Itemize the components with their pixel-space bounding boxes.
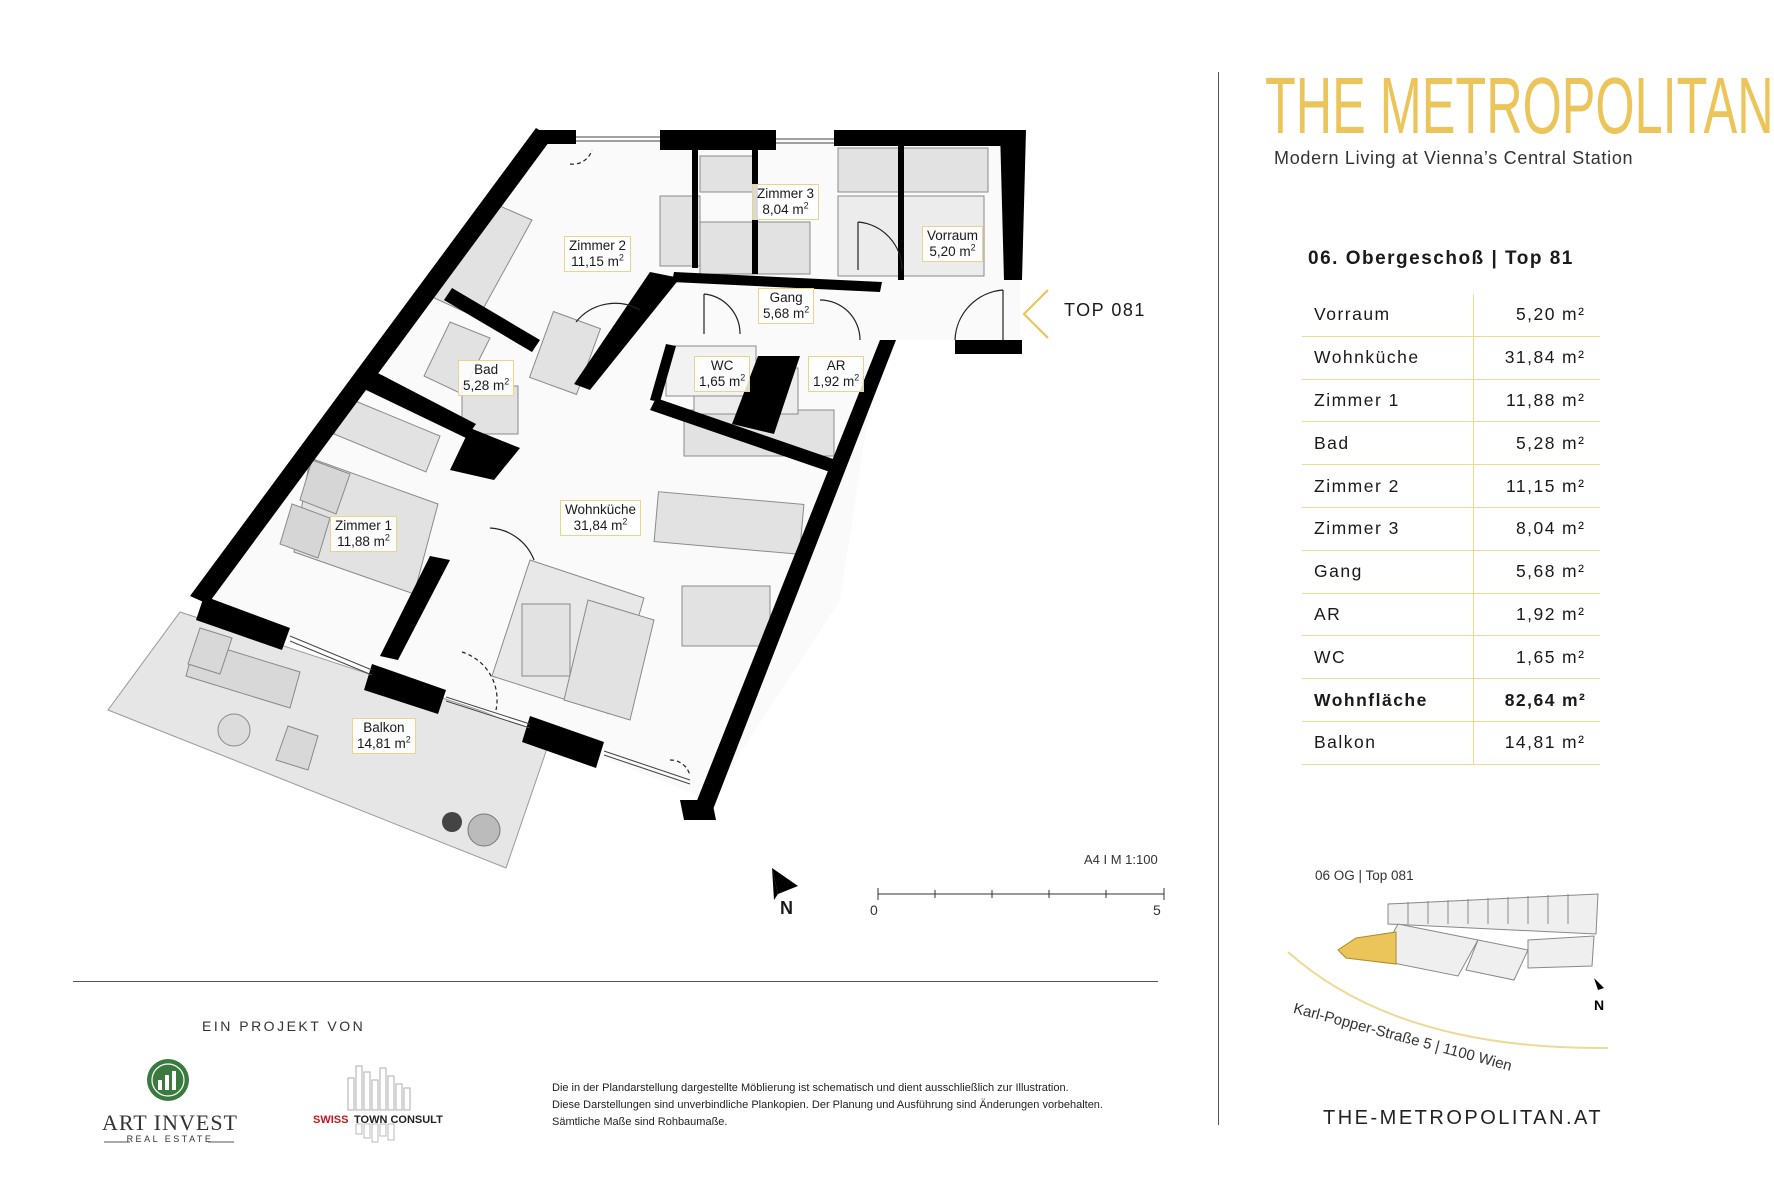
area-unit: m² <box>1562 679 1600 722</box>
unit-highlight <box>1338 932 1396 964</box>
area-unit: m² <box>1562 721 1600 764</box>
room-area-value: 14,81 m <box>357 736 406 751</box>
panel-divider <box>1218 72 1219 1125</box>
table-row <box>1302 294 1600 336</box>
area-name: AR <box>1302 593 1474 636</box>
location-map <box>1278 880 1608 1060</box>
area-name: Zimmer 1 <box>1302 379 1474 422</box>
room-label-wohnkueche <box>560 500 641 536</box>
table-row <box>1302 507 1600 550</box>
area-value: 14,81 <box>1474 721 1563 764</box>
room-area-sup: 2 <box>740 372 746 383</box>
area-name: Zimmer 3 <box>1302 507 1474 550</box>
scale-end-label: 5 <box>1153 902 1161 918</box>
room-area <box>569 254 626 270</box>
area-value: 8,04 <box>1474 507 1563 550</box>
room-name: AR <box>826 358 846 373</box>
room-label-vorraum <box>922 226 983 262</box>
area-value: 82,64 <box>1474 679 1563 722</box>
room-area <box>927 244 978 260</box>
table-row-total <box>1302 679 1600 722</box>
area-value: 5,68 <box>1474 550 1563 593</box>
room-label-wc <box>694 356 750 392</box>
town-consult-label: TOWN CONSULT <box>354 1114 443 1126</box>
room-area-value: 1,65 m <box>699 374 741 389</box>
north-arrow-icon <box>772 868 798 900</box>
room-area-sup: 2 <box>970 242 976 253</box>
area-value: 1,65 <box>1474 636 1563 679</box>
footer-divider <box>73 981 1158 982</box>
area-name: Gang <box>1302 550 1474 593</box>
room-area-value: 31,84 m <box>573 518 623 533</box>
disclaimer-line: Diese Darstellungen sind unverbindliche Plankopien. Der Planung und Ausführung sind Änderungen vorbehalten. <box>552 1099 1103 1111</box>
scale-text: A4 I M 1:100 <box>1084 852 1158 867</box>
room-area-value: 8,04 m <box>762 202 804 217</box>
area-unit: m² <box>1562 550 1600 593</box>
area-unit: m² <box>1562 294 1600 336</box>
room-name: Vorraum <box>927 228 979 243</box>
area-unit: m² <box>1562 336 1600 379</box>
unit-title: 06. Obergeschoß | Top 81 <box>1308 248 1574 269</box>
room-area-value: 11,15 m <box>571 254 619 269</box>
room-area-value: 5,28 m <box>463 378 505 393</box>
disclaimer <box>552 1080 1162 1131</box>
room-area-value: 1,92 m <box>813 374 855 389</box>
area-table <box>1302 294 1600 765</box>
area-name: Wohnfläche <box>1302 679 1474 722</box>
table-row <box>1302 593 1600 636</box>
north-label: N <box>780 898 793 918</box>
swiss-label: SWISS <box>313 1114 349 1126</box>
art-invest-name: ART INVEST <box>102 1110 238 1135</box>
room-label-zimmer2 <box>564 236 631 272</box>
room-area-sup: 2 <box>384 532 390 543</box>
room-area <box>357 736 411 752</box>
area-value: 31,84 <box>1474 336 1563 379</box>
area-unit: m² <box>1562 422 1600 465</box>
area-name: Bad <box>1302 422 1474 465</box>
room-name: Zimmer 3 <box>757 186 814 201</box>
area-name: WC <box>1302 636 1474 679</box>
area-value: 11,15 <box>1474 465 1563 508</box>
room-name: Wohnküche <box>565 502 637 517</box>
room-area-value: 5,20 m <box>929 244 971 259</box>
area-name: Zimmer 2 <box>1302 465 1474 508</box>
room-area <box>699 374 745 390</box>
room-area-sup: 2 <box>405 734 411 745</box>
area-unit: m² <box>1562 379 1600 422</box>
area-unit: m² <box>1562 636 1600 679</box>
scale-bar <box>878 888 1164 900</box>
area-unit: m² <box>1562 593 1600 636</box>
table-row <box>1302 336 1600 379</box>
street-address: Karl-Popper-Straße 5 | 1100 Wien <box>1291 1000 1514 1075</box>
area-name: Balkon <box>1302 721 1474 764</box>
room-name: Balkon <box>363 720 405 735</box>
scale-start-label: 0 <box>870 902 878 918</box>
room-area-sup: 2 <box>854 372 860 383</box>
area-value: 5,20 <box>1474 294 1563 336</box>
disclaimer-line: Sämtliche Maße sind Rohbaumaße. <box>552 1116 728 1128</box>
room-area <box>813 374 859 390</box>
area-table-body <box>1302 294 1600 764</box>
room-label-zimmer3 <box>752 184 819 220</box>
room-name: Gang <box>769 290 803 305</box>
room-area <box>335 534 392 550</box>
room-area <box>763 306 809 322</box>
room-label-gang <box>758 288 814 324</box>
room-area-value: 11,88 m <box>337 534 385 549</box>
room-area <box>757 202 814 218</box>
location-label: 06 OG | Top 081 <box>1315 868 1414 883</box>
table-row <box>1302 379 1600 422</box>
disclaimer-line: Die in der Plandarstellung dargestellte Möblierung ist schematisch und dient ausschließlich zur Illustration. <box>552 1082 1069 1094</box>
art-invest-subtitle: REAL ESTATE <box>126 1134 214 1144</box>
room-area <box>565 518 636 534</box>
room-label-ar <box>808 356 864 392</box>
table-row <box>1302 422 1600 465</box>
table-row <box>1302 721 1600 764</box>
top-label: TOP 081 <box>1064 300 1146 320</box>
room-name: WC <box>710 358 734 373</box>
brand-subtitle: Modern Living at Vienna’s Central Station <box>1274 148 1634 168</box>
website-url[interactable]: THE-METROPOLITAN.AT <box>1323 1107 1604 1129</box>
room-label-balkon <box>352 718 416 754</box>
entrance-arrow-icon <box>1024 290 1048 338</box>
room-name: Bad <box>474 362 499 377</box>
area-name: Wohnküche <box>1302 336 1474 379</box>
room-area-value: 5,68 m <box>763 306 805 321</box>
room-label-bad <box>458 360 514 396</box>
area-value: 1,92 <box>1474 593 1563 636</box>
brand-title: THE METROPOLITAN <box>1265 61 1774 150</box>
location-north-arrow-icon <box>1594 978 1604 990</box>
room-area-sup: 2 <box>622 516 628 527</box>
room-area <box>463 378 509 394</box>
room-label-zimmer1 <box>330 516 397 552</box>
area-value: 11,88 <box>1474 379 1563 422</box>
table-row <box>1302 636 1600 679</box>
room-area-sup: 2 <box>504 376 510 387</box>
room-area-sup: 2 <box>803 200 809 211</box>
room-area-sup: 2 <box>618 252 624 263</box>
location-north-label: N <box>1594 997 1605 1013</box>
project-by-label: EIN PROJEKT VON <box>202 1018 366 1034</box>
table-row <box>1302 550 1600 593</box>
room-name: Zimmer 1 <box>335 518 392 533</box>
room-area-sup: 2 <box>804 304 810 315</box>
swiss-town-consult-logo <box>310 1058 440 1148</box>
table-row <box>1302 465 1600 508</box>
area-name: Vorraum <box>1302 294 1474 336</box>
room-name: Zimmer 2 <box>569 238 626 253</box>
area-unit: m² <box>1562 507 1600 550</box>
area-value: 5,28 <box>1474 422 1563 465</box>
area-unit: m² <box>1562 465 1600 508</box>
